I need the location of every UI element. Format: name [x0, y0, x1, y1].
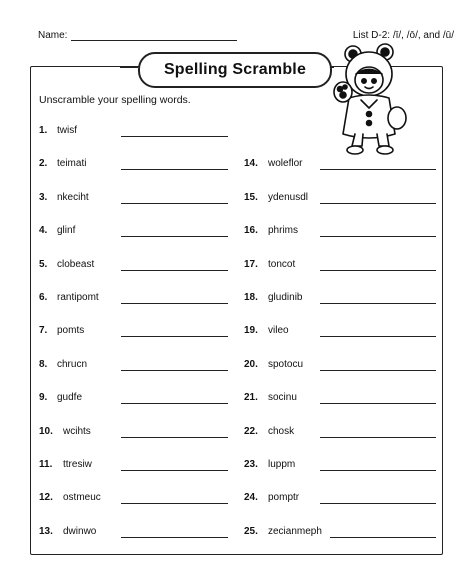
item-number: 8.	[39, 358, 48, 370]
scrambled-word: ostmeuc	[63, 492, 101, 504]
answer-blank-line[interactable]	[121, 270, 228, 271]
scramble-item	[39, 158, 86, 169]
instructions-text: Unscramble your spelling words.	[39, 94, 191, 106]
scramble-item	[39, 225, 75, 236]
name-field	[38, 30, 237, 41]
answer-blank-line[interactable]	[320, 203, 436, 204]
scramble-item	[39, 392, 82, 403]
answer-blank-line[interactable]	[121, 470, 228, 471]
answer-blank-line[interactable]	[320, 236, 436, 237]
scramble-item	[39, 259, 94, 270]
answer-blank-line[interactable]	[121, 437, 228, 438]
scramble-item	[39, 325, 84, 336]
list-label: List D-2: /ī/, /ō/, and /ū/	[352, 29, 454, 41]
scrambled-word: dwinwo	[63, 525, 97, 537]
answer-blank-line[interactable]	[121, 403, 228, 404]
item-number: 14.	[244, 158, 258, 170]
title-text: Spelling Scramble	[163, 61, 307, 78]
item-number: 1.	[39, 125, 48, 136]
scramble-item	[244, 492, 299, 503]
item-number: 24.	[244, 492, 258, 504]
scramble-item	[244, 259, 295, 270]
item-number: 12.	[39, 492, 53, 504]
answer-blank-line[interactable]	[320, 303, 436, 304]
scramble-item	[39, 292, 99, 303]
scrambled-word: zecianmeph	[268, 525, 322, 537]
scrambled-word: vileo	[268, 325, 289, 337]
answer-blank-line[interactable]	[320, 403, 436, 404]
item-number: 5.	[39, 258, 48, 270]
scrambled-word: toncot	[268, 258, 296, 270]
item-number: 11.	[39, 459, 53, 470]
scrambled-word: ydenusdl	[268, 191, 309, 203]
scramble-item	[39, 192, 89, 203]
scrambled-word: wcihts	[63, 425, 91, 437]
scramble-item	[244, 392, 297, 403]
item-number: 25.	[244, 525, 258, 537]
scramble-item	[244, 426, 294, 437]
scrambled-word: pomts	[57, 325, 85, 337]
item-number: 3.	[39, 191, 48, 203]
answer-blank-line[interactable]	[320, 169, 436, 170]
scramble-item	[244, 158, 302, 169]
scramble-item	[244, 292, 302, 303]
item-number: 16.	[244, 225, 258, 237]
item-number: 20.	[244, 358, 258, 370]
scrambled-word: rantipomt	[57, 292, 99, 303]
answer-blank-line[interactable]	[320, 503, 436, 504]
scramble-item	[39, 492, 101, 503]
scrambled-word: glinf	[57, 225, 76, 237]
scrambled-word: gudfe	[57, 392, 83, 404]
scramble-item	[244, 225, 298, 236]
scrambled-word: woleflor	[268, 158, 303, 170]
scramble-item	[39, 125, 77, 136]
scrambled-word: gludinib	[268, 292, 303, 303]
item-number: 9.	[39, 392, 48, 404]
cartoon-girl-bear-costume-icon	[333, 40, 415, 158]
scrambled-word: spotocu	[268, 358, 304, 370]
item-number: 10.	[39, 425, 53, 437]
name-blank-line[interactable]	[71, 30, 237, 41]
scrambled-word: chosk	[268, 425, 295, 437]
answer-blank-line[interactable]	[121, 169, 228, 170]
scrambled-word: luppm	[268, 459, 296, 470]
scramble-item	[39, 359, 87, 370]
item-number: 21.	[244, 392, 258, 404]
answer-blank-line[interactable]	[121, 370, 228, 371]
item-number: 13.	[39, 525, 53, 537]
scrambled-word: pomptr	[268, 492, 300, 504]
scrambled-word: phrims	[268, 225, 299, 237]
answer-blank-line[interactable]	[320, 270, 436, 271]
scrambled-word: nkeciht	[57, 191, 89, 203]
answer-blank-line[interactable]	[320, 336, 436, 337]
answer-blank-line[interactable]	[320, 437, 436, 438]
item-number: 6.	[39, 292, 48, 303]
scramble-item	[244, 192, 308, 203]
scrambled-word: ttresiw	[63, 459, 92, 470]
answer-blank-line[interactable]	[121, 336, 228, 337]
scramble-item	[39, 526, 96, 537]
scramble-item	[244, 526, 322, 537]
scramble-item	[39, 459, 92, 470]
name-label: Name:	[38, 29, 68, 41]
answer-blank-line[interactable]	[121, 236, 228, 237]
scrambled-word: clobeast	[57, 258, 95, 270]
item-number: 18.	[244, 292, 258, 303]
answer-blank-line[interactable]	[320, 470, 436, 471]
title-dash-left	[120, 67, 138, 68]
page-title	[138, 52, 332, 88]
answer-blank-line[interactable]	[121, 203, 228, 204]
answer-blank-line[interactable]	[121, 503, 228, 504]
item-number: 19.	[244, 325, 258, 337]
scramble-item	[244, 359, 303, 370]
answer-blank-line[interactable]	[320, 370, 436, 371]
answer-blank-line[interactable]	[121, 537, 228, 538]
answer-blank-line[interactable]	[121, 136, 228, 137]
scrambled-word: socinu	[268, 392, 297, 404]
item-number: 23.	[244, 459, 258, 470]
scramble-item	[244, 325, 289, 336]
item-number: 17.	[244, 258, 258, 270]
answer-blank-line[interactable]	[121, 303, 228, 304]
scramble-item	[39, 426, 91, 437]
item-number: 2.	[39, 158, 48, 170]
item-number: 22.	[244, 425, 258, 437]
item-number: 4.	[39, 225, 48, 237]
scramble-item	[244, 459, 295, 470]
answer-blank-line[interactable]	[330, 537, 436, 538]
item-number: 7.	[39, 325, 48, 337]
scrambled-word: chrucn	[57, 358, 88, 370]
item-number: 15.	[244, 191, 258, 203]
scrambled-word: teimati	[57, 158, 87, 170]
scrambled-word: twisf	[57, 125, 77, 136]
